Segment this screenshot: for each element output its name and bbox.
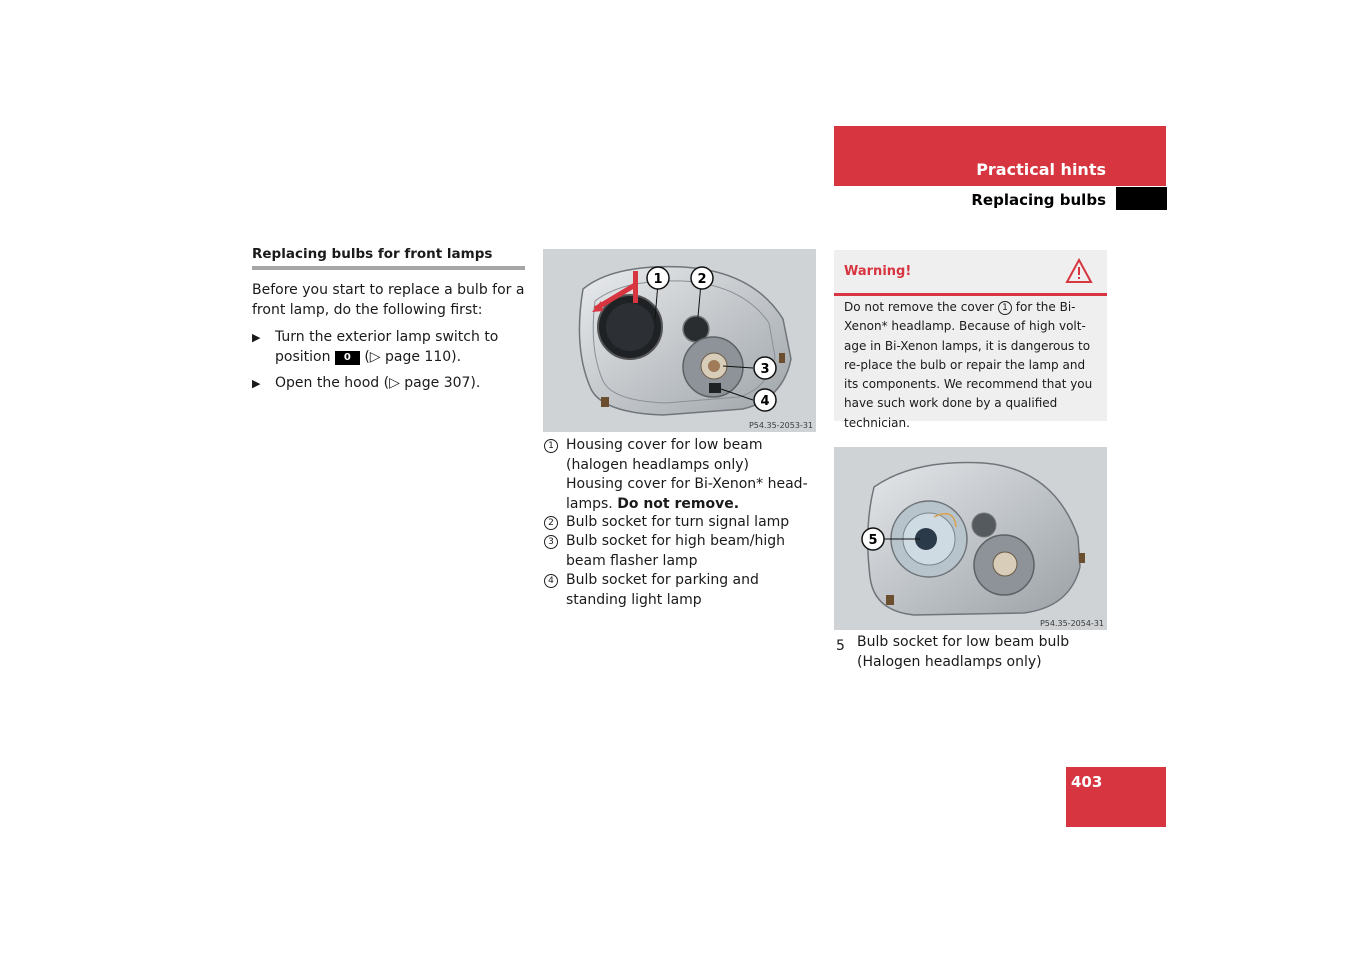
instruction-text: Turn the exterior lamp switch to position (275, 329, 499, 365)
caption-text: Bulb socket for high beam/high beam flasher lamp (566, 533, 786, 569)
callout-2-label: 2 (697, 272, 707, 287)
headlamp-drawing (543, 249, 816, 432)
warning-triangle-icon (1065, 258, 1093, 284)
headlamp-drawing (834, 447, 1107, 630)
caption-text: Bulb socket for low beam bulb (Halogen headlamps only) (857, 634, 1070, 670)
instruction-text: Open the hood (▷ page 307). (275, 375, 481, 391)
instruction-item (252, 374, 525, 394)
caption-text: Bulb socket for turn signal lamp (566, 514, 790, 530)
subsection-marker (1116, 187, 1167, 210)
warning-body (844, 298, 1102, 433)
callout-5-label: 5 (868, 533, 878, 548)
figure-code: P54.35-2054-31 (1039, 619, 1104, 628)
page-number-box (1066, 767, 1166, 827)
warning-text: Do not remove the cover (844, 300, 995, 314)
callout-number: 1 (998, 301, 1012, 315)
caption-item (543, 436, 816, 514)
headlamp-rear-illustration (543, 249, 816, 432)
heading-rule (252, 266, 525, 270)
callout-number: 3 (544, 535, 558, 549)
switch-position-badge: 0 (335, 351, 360, 365)
caption-text: Housing cover for Bi-Xenon* head-lamps. (566, 476, 808, 512)
caption-item (543, 532, 816, 571)
warning-title: Warning! (844, 264, 912, 279)
callout-number: 4 (544, 574, 558, 588)
bullet-arrow-icon: ▶ (252, 377, 261, 390)
caption-item (834, 633, 1107, 672)
intro-text: Before you start to replace a bulb for a front lamp, do the following first: (252, 282, 525, 318)
warning-box (834, 250, 1107, 430)
callout-4-label: 4 (760, 394, 770, 409)
callout-3-label: 3 (760, 362, 770, 377)
callout-number: 5 (836, 638, 845, 654)
section-heading: Replacing bulbs for front lamps (252, 246, 493, 262)
caption-item (543, 513, 816, 533)
instruction-item (252, 328, 525, 367)
caption-text: Housing cover for low beam (halogen headlamps only) (566, 437, 763, 473)
callout-1-label: 1 (653, 272, 663, 287)
warning-text: for the Bi-Xenon* headlamp. Because of high volt-age in Bi-Xenon lamps, it is dangerous to re-place the bulb or repair the lamp and its components. We recommend that you have such work done by a qualified technician. (844, 300, 1093, 430)
caption-text: Bulb socket for parking and standing light lamp (566, 572, 759, 608)
subsection-title: Replacing bulbs (971, 191, 1106, 209)
callout-number: 1 (544, 439, 558, 453)
section-title: Practical hints (976, 160, 1106, 179)
caption-item (543, 571, 816, 610)
callout-number: 2 (544, 516, 558, 530)
figure-code: P54.35-2053-31 (748, 421, 813, 430)
caption-emphasis: Do not remove. (617, 495, 740, 512)
page-reference: (▷ page 110). (364, 348, 462, 365)
page-number: 403 (1071, 773, 1103, 791)
headlamp-front-illustration (834, 447, 1107, 630)
warning-rule (834, 293, 1107, 296)
bullet-arrow-icon: ▶ (252, 331, 261, 344)
